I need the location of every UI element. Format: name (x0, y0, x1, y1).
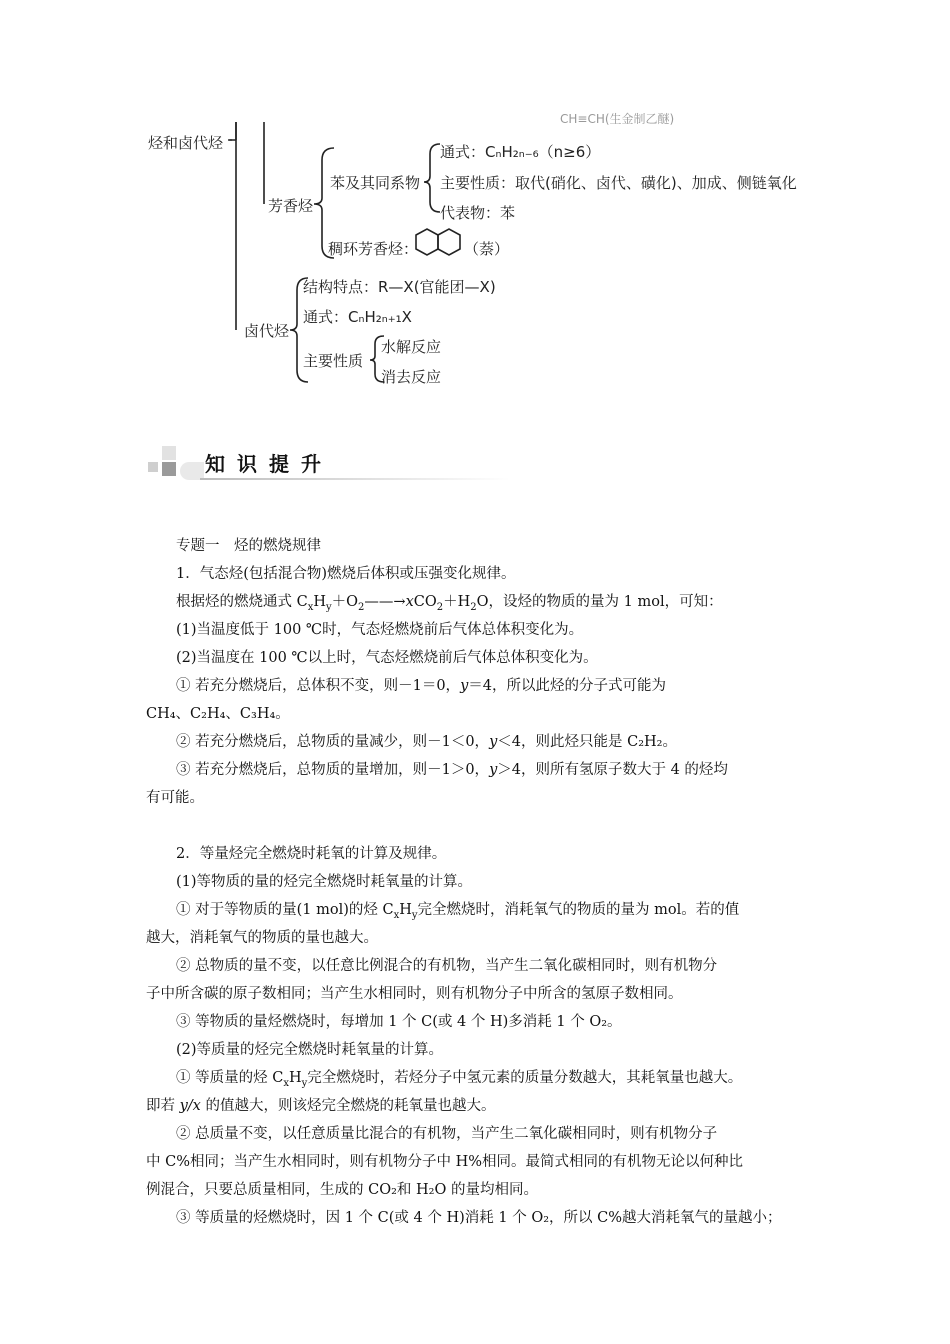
elimination: 消去反应 (381, 368, 442, 386)
section2-mass-case1-cont: 即若 y/x 的值越大，则该烃完全燃烧的耗氧量也越大。 (146, 1098, 496, 1114)
benzene-family-label: 苯及其同系物 (330, 174, 421, 192)
section2-point2: (2)等质量的烃完全燃烧时耗氧量的计算。 (176, 1042, 444, 1058)
clipped-top-text: CH≡CH(生金制乙醚) (560, 112, 675, 126)
aromatic-label: 芳香烃 (268, 197, 314, 215)
section2-point1: (1)等物质的量的烃完全燃烧时耗氧量的计算。 (176, 874, 473, 890)
section2-mass-case1: ① 等质量的烃 $C_xH_y$完全燃烧时，若烃分子中氢元素的质量分数越大，其耗氧量也越大。 (176, 1070, 743, 1089)
banner-square (162, 462, 176, 476)
general-formula: 通式：CₙH₂ₙ₋₆（n≥6） (440, 143, 601, 161)
root-label: 烃和卤代烃 (148, 134, 224, 152)
hydrolysis: 水解反应 (381, 338, 442, 356)
fused-aromatic-label: 稠环芳香烃： (328, 240, 419, 258)
halo-props-label: 主要性质 (303, 352, 364, 370)
halo-label: 卤代烃 (244, 322, 290, 340)
section2-mass-case2: ② 总质量不变，以任意质量比混合的有机物，当产生二氧化碳相同时，则有机物分子 (176, 1126, 718, 1142)
section2-mass-case3: ③ 等质量的烃燃烧时，因 1 个 C(或 4 个 H)消耗 1 个 O₂，所以 C%越大消耗氧气的量越小； (176, 1210, 782, 1226)
section1-case1: ① 若充分燃烧后，总体积不变，则－1＝0，y＝4，所以此烃的分子式可能为 (176, 678, 666, 694)
halo-formula: 通式：CₙH₂ₙ₊₁X (303, 308, 412, 326)
section1-point2: (2)当温度在 100 ℃以上时，气态烃燃烧前后气体总体积变化为。 (176, 650, 598, 666)
section2-case1: ① 对于等物质的量(1 mol)的烃 $C_xH_y$完全燃烧时，消耗氧气的物质的量为 mol。若的值 (176, 902, 740, 921)
section1-case3-cont: 有可能。 (146, 790, 204, 806)
section2-case2-cont: 子中所含碳的原子数相同；当产生水相同时，则有机物分子中所含的氢原子数相同。 (146, 986, 683, 1002)
section2-title: 2．等量烃完全燃烧时耗氧的计算及规律。 (176, 846, 447, 862)
representative: 代表物：苯 (440, 204, 516, 222)
structure-feature: 结构特点：R—X(官能团—X) (303, 278, 496, 296)
banner-title: 知识提升 (205, 452, 333, 476)
section2-mass-case2-cont2: 例混合，只要总质量相同，生成的 CO₂和 H₂O 的量均相同。 (146, 1182, 538, 1198)
section1-point1: (1)当温度低于 100 ℃时，气态烃燃烧前后气体总体积变化为。 (176, 622, 584, 638)
section2-mass-case2-cont: 中 C%相同；当产生水相同时，则有机物分子中 H%相同。最简式相同的有机物无论以何种比 (146, 1154, 744, 1170)
section1-title: 1．气态烃(包括混合物)燃烧后体积或压强变化规律。 (176, 566, 516, 582)
topic-heading: 专题一 烃的燃烧规律 (176, 538, 321, 554)
section1-case2: ② 若充分燃烧后，总物质的量减少，则－1＜0，y＜4，则此烃只能是 C₂H₂。 (176, 734, 677, 750)
section2-case3: ③ 等物质的量烃燃烧时，每增加 1 个 C(或 4 个 H)多消耗 1 个 O₂。 (176, 1014, 622, 1030)
section1-case1-cont: CH₄、C₂H₄、C₃H₄。 (146, 706, 290, 722)
section1-case3: ③ 若充分燃烧后，总物质的量增加，则－1＞0，y＞4，则所有氢原子数大于 4 的烃均 (176, 762, 728, 778)
naphthalene-label: （萘） (464, 240, 510, 258)
main-content (146, 532, 816, 1232)
section1-intro: 根据烃的燃烧通式 $C_xH_y+O_2——\to xCO_2+H_2O$，设烃的物质的量为 1 mol，可知： (176, 594, 723, 613)
main-properties: 主要性质：取代(硝化、卤代、磺化)、加成、侧链氧化 (440, 174, 797, 192)
banner-square (162, 446, 176, 460)
banner-line (200, 478, 510, 480)
classification-diagram (0, 0, 950, 400)
section2-case2: ② 总物质的量不变，以任意比例混合的有机物，当产生二氧化碳相同时，则有机物分 (176, 958, 718, 974)
section2-case1-cont: 越大，消耗氧气的物质的量也越大。 (146, 930, 378, 946)
banner-square (148, 462, 158, 472)
